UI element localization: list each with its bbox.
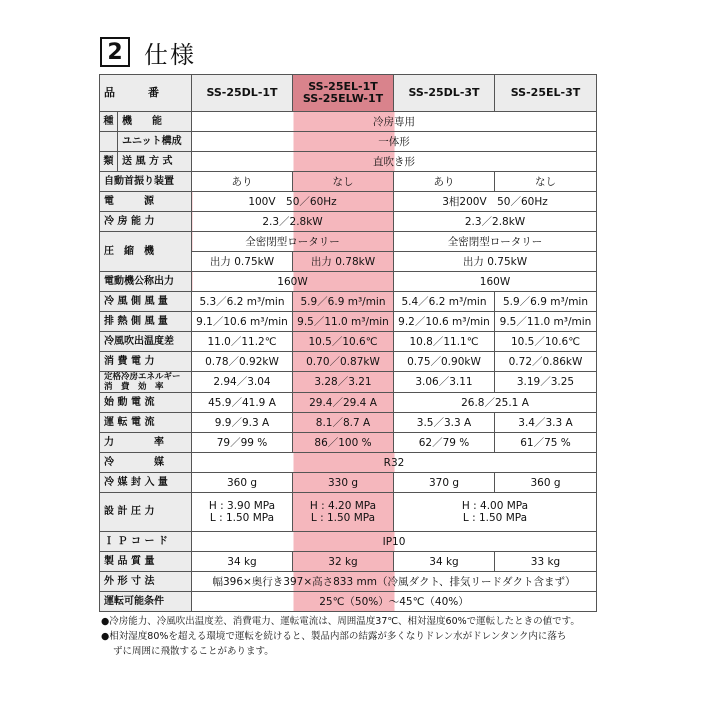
table-row: 力 率 79／99 % 86／100 % 62／79 % 61／75 %: [100, 433, 597, 453]
footnote-1: ●冷房能力、冷風吹出温度差、消費電力、運転電流は、周囲温度37℃、相対湿度60%で運転したときの値です。: [101, 616, 580, 627]
section-title: 仕様: [144, 40, 196, 69]
table-row: 設 計 圧 力 H : 3.90 MPa L : 1.50 MPa H : 4.20 MPa L : 1.50 MPa H : 4.00 MPa L : 1.50 MPa: [100, 493, 597, 532]
table-row: 冷 房 能 力 2.3／2.8kW 2.3／2.8kW: [100, 212, 597, 232]
group-label-1: 種: [100, 112, 118, 132]
table-row: 外 形 寸 法 幅396×奥行き397×高さ833 mm（冷風ダクト、排気リードダクト含まず）: [100, 572, 597, 592]
footnote-2-cont: ずに周囲に飛散することがあります。: [113, 646, 274, 657]
table-row: 排 熱 側 風 量 9.1／10.6 m³/min 9.5／11.0 m³/min 9.2／10.6 m³/min 9.5／11.0 m³/min: [100, 312, 597, 332]
header-label: 品 番: [100, 75, 192, 112]
model-col-3: SS-25DL-3T: [394, 75, 495, 112]
table-row: 出力 0.75kW 出力 0.78kW 出力 0.75kW: [100, 252, 597, 272]
model-col-1: SS-25DL-1T: [192, 75, 293, 112]
table-row: 冷風吹出温度差 11.0／11.2℃ 10.5／10.6℃ 10.8／11.1℃ 10.5／10.6℃: [100, 332, 597, 352]
table-row: 種 機 能 冷房専用: [100, 112, 597, 132]
table-row: 消 費 電 力 0.78／0.92kW 0.70／0.87kW 0.75／0.90kW 0.72／0.86kW: [100, 352, 597, 372]
table-row: Ｉ Ｐ コ ー ド IP10: [100, 532, 597, 552]
table-row: 冷 媒 封 入 量 360 g 330 g 370 g 360 g: [100, 473, 597, 493]
table-row: 運転可能条件 25℃（50%）～45℃（40%）: [100, 592, 597, 612]
section-heading: [100, 34, 196, 70]
footnote-2: ●相対湿度80%を超える環境で運転を続けると、製品内部の結露が多くなりドレン水がドレンタンク内に落ち: [101, 631, 567, 642]
table-row: ユニット構成 一体形: [100, 132, 597, 152]
model-col-4: SS-25EL-3T: [495, 75, 597, 112]
table-row: 電動機公称出力 160W 160W: [100, 272, 597, 292]
table-row: 圧 縮 機 全密閉型ロータリー 全密閉型ロータリー: [100, 232, 597, 252]
table-row: 定格冷房エネルギー 消 費 効 率 2.94／3.04 3.28／3.21 3.06／3.11 3.19／3.25: [100, 372, 597, 393]
table-row: 類 送 風 方 式 直吹き形: [100, 152, 597, 172]
table-row: 運 転 電 流 9.9／9.3 A 8.1／8.7 A 3.5／3.3 A 3.4／3.3 A: [100, 413, 597, 433]
table-row: 電 源 100V 50／60Hz 3相200V 50／60Hz: [100, 192, 597, 212]
table-header-row: [100, 75, 597, 112]
table-row: 冷 媒 R32: [100, 453, 597, 473]
table-row: 製 品 質 量 34 kg 32 kg 34 kg 33 kg: [100, 552, 597, 572]
table-row: 自動首振り装置 あり なし あり なし: [100, 172, 597, 192]
table-row: 始 動 電 流 45.9／41.9 A 29.4／29.4 A 26.8／25.1 A: [100, 393, 597, 413]
spec-table: [99, 74, 596, 613]
footnotes: [101, 614, 631, 659]
section-number: 2: [100, 37, 130, 67]
table-row: 冷 風 側 風 量 5.3／6.2 m³/min 5.9／6.9 m³/min 5.4／6.2 m³/min 5.9／6.9 m³/min: [100, 292, 597, 312]
model-col-2: SS-25EL-1T SS-25ELW-1T: [293, 75, 394, 112]
